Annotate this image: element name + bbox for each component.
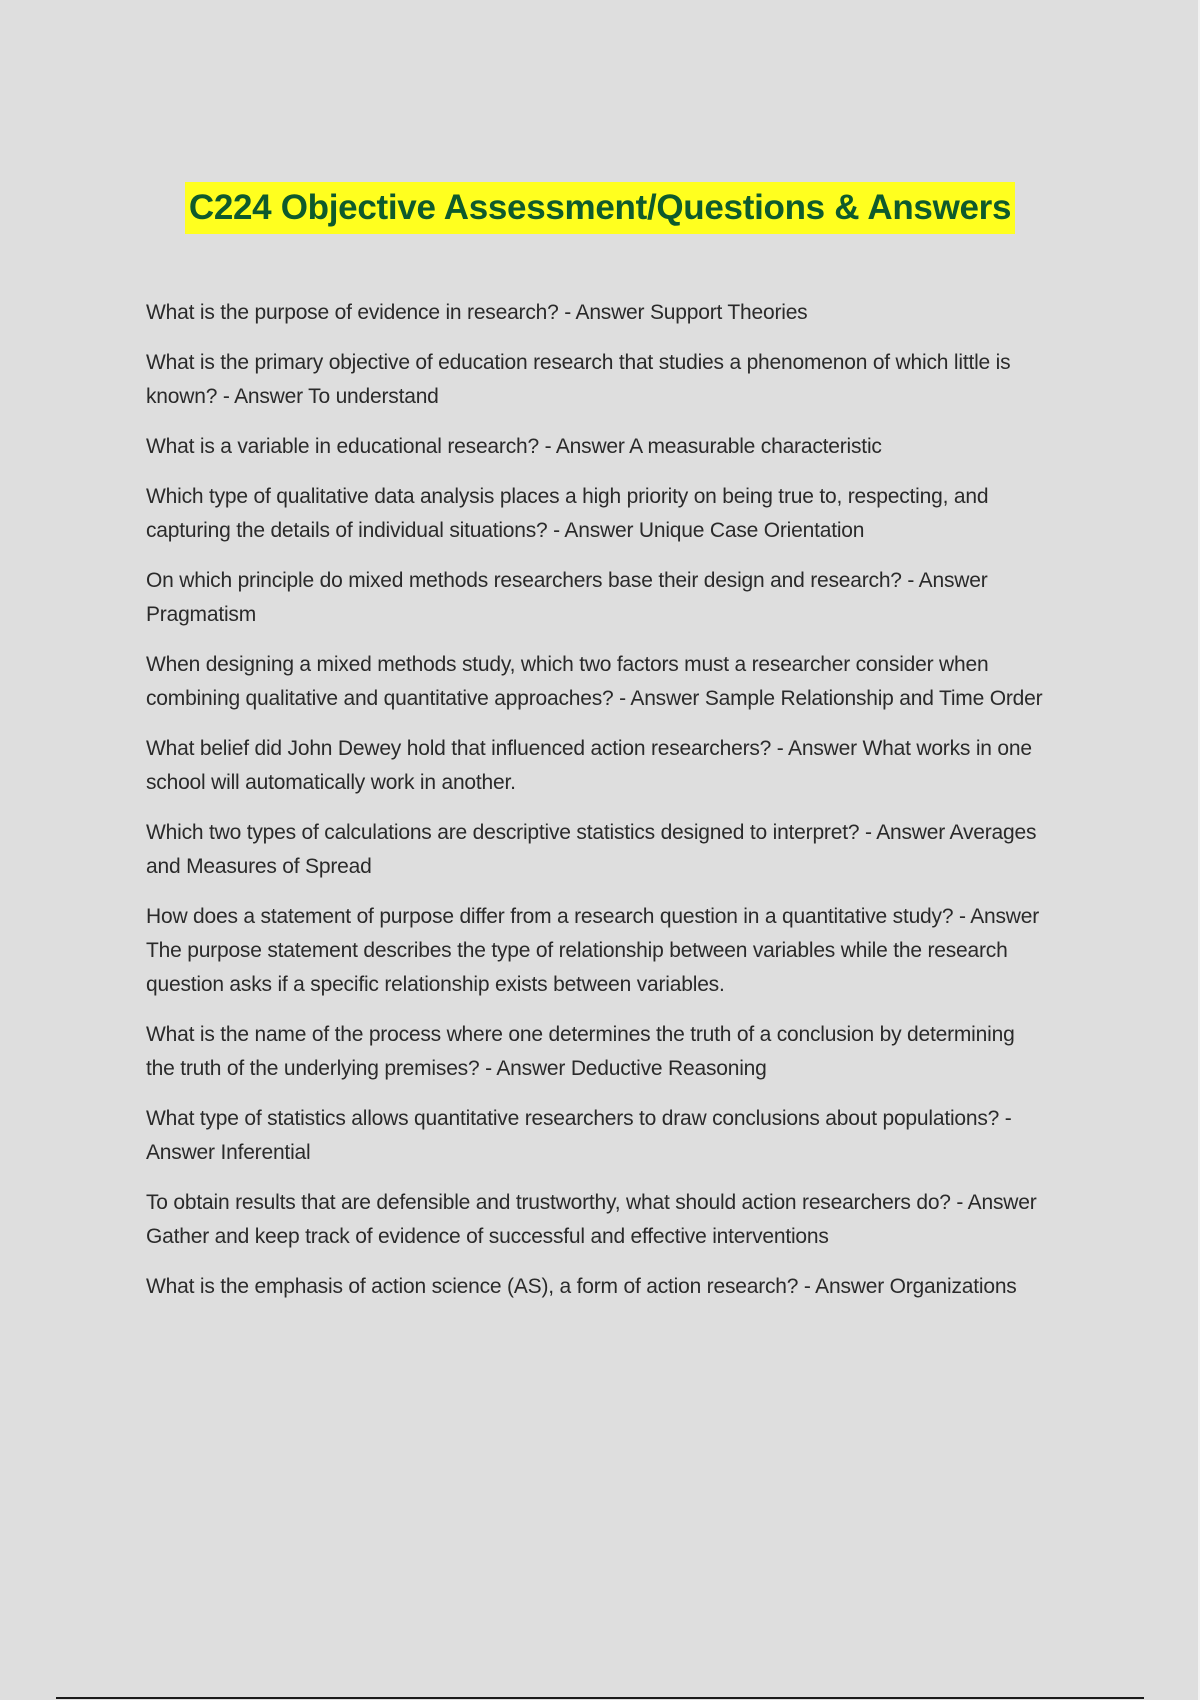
- qa-item: What is the primary objective of education research that studies a phenomenon of which little is known? - Answer To understand: [146, 351, 1011, 408]
- qa-item: What is a variable in educational research? - Answer A measurable characteristic: [146, 435, 882, 458]
- qa-item: What is the purpose of evidence in research? - Answer Support Theories: [146, 301, 808, 324]
- qa-item: Which type of qualitative data analysis places a high priority on being true to, respecting, and capturing the details of individual situations? - Answer Unique Case Orientation: [146, 485, 989, 542]
- qa-item: Which two types of calculations are descriptive statistics designed to interpret? - Answer Averages and Measures of Spread: [146, 821, 1037, 878]
- qa-item: What belief did John Dewey hold that influenced action researchers? - Answer What works in one school will automatically work in another.: [146, 737, 1032, 794]
- qa-item: What is the emphasis of action science (AS), a form of action research? - Answer Organizations: [146, 1275, 1017, 1298]
- qa-item: When designing a mixed methods study, which two factors must a researcher consider when combining qualitative and quantitative approaches? - Answer Sample Relationship and Time Order: [146, 653, 1043, 710]
- page-bottom-rule: [56, 1697, 1144, 1699]
- qa-item: On which principle do mixed methods researchers base their design and research? - Answer Pragmatism: [146, 569, 988, 626]
- qa-item: What is the name of the process where one determines the truth of a conclusion by determining the truth of the underlying premises? - Answer Deductive Reasoning: [146, 1023, 1015, 1080]
- title-container: [0, 182, 1200, 234]
- document-title: C224 Objective Assessment/Questions & Answers: [185, 182, 1015, 234]
- qa-item: To obtain results that are defensible and trustworthy, what should action researchers do? - Answer Gather and keep track of evidence of successful and effective interventions: [146, 1191, 1037, 1248]
- qa-item: How does a statement of purpose differ from a research question in a quantitative study? - Answer The purpose statement describes the type of relationship between variables while the research question asks if a specific relationship exists between variables.: [146, 905, 1040, 996]
- qa-item: What type of statistics allows quantitative researchers to draw conclusions about populations? - Answer Inferential: [146, 1107, 1012, 1164]
- qa-list: [146, 296, 1046, 1320]
